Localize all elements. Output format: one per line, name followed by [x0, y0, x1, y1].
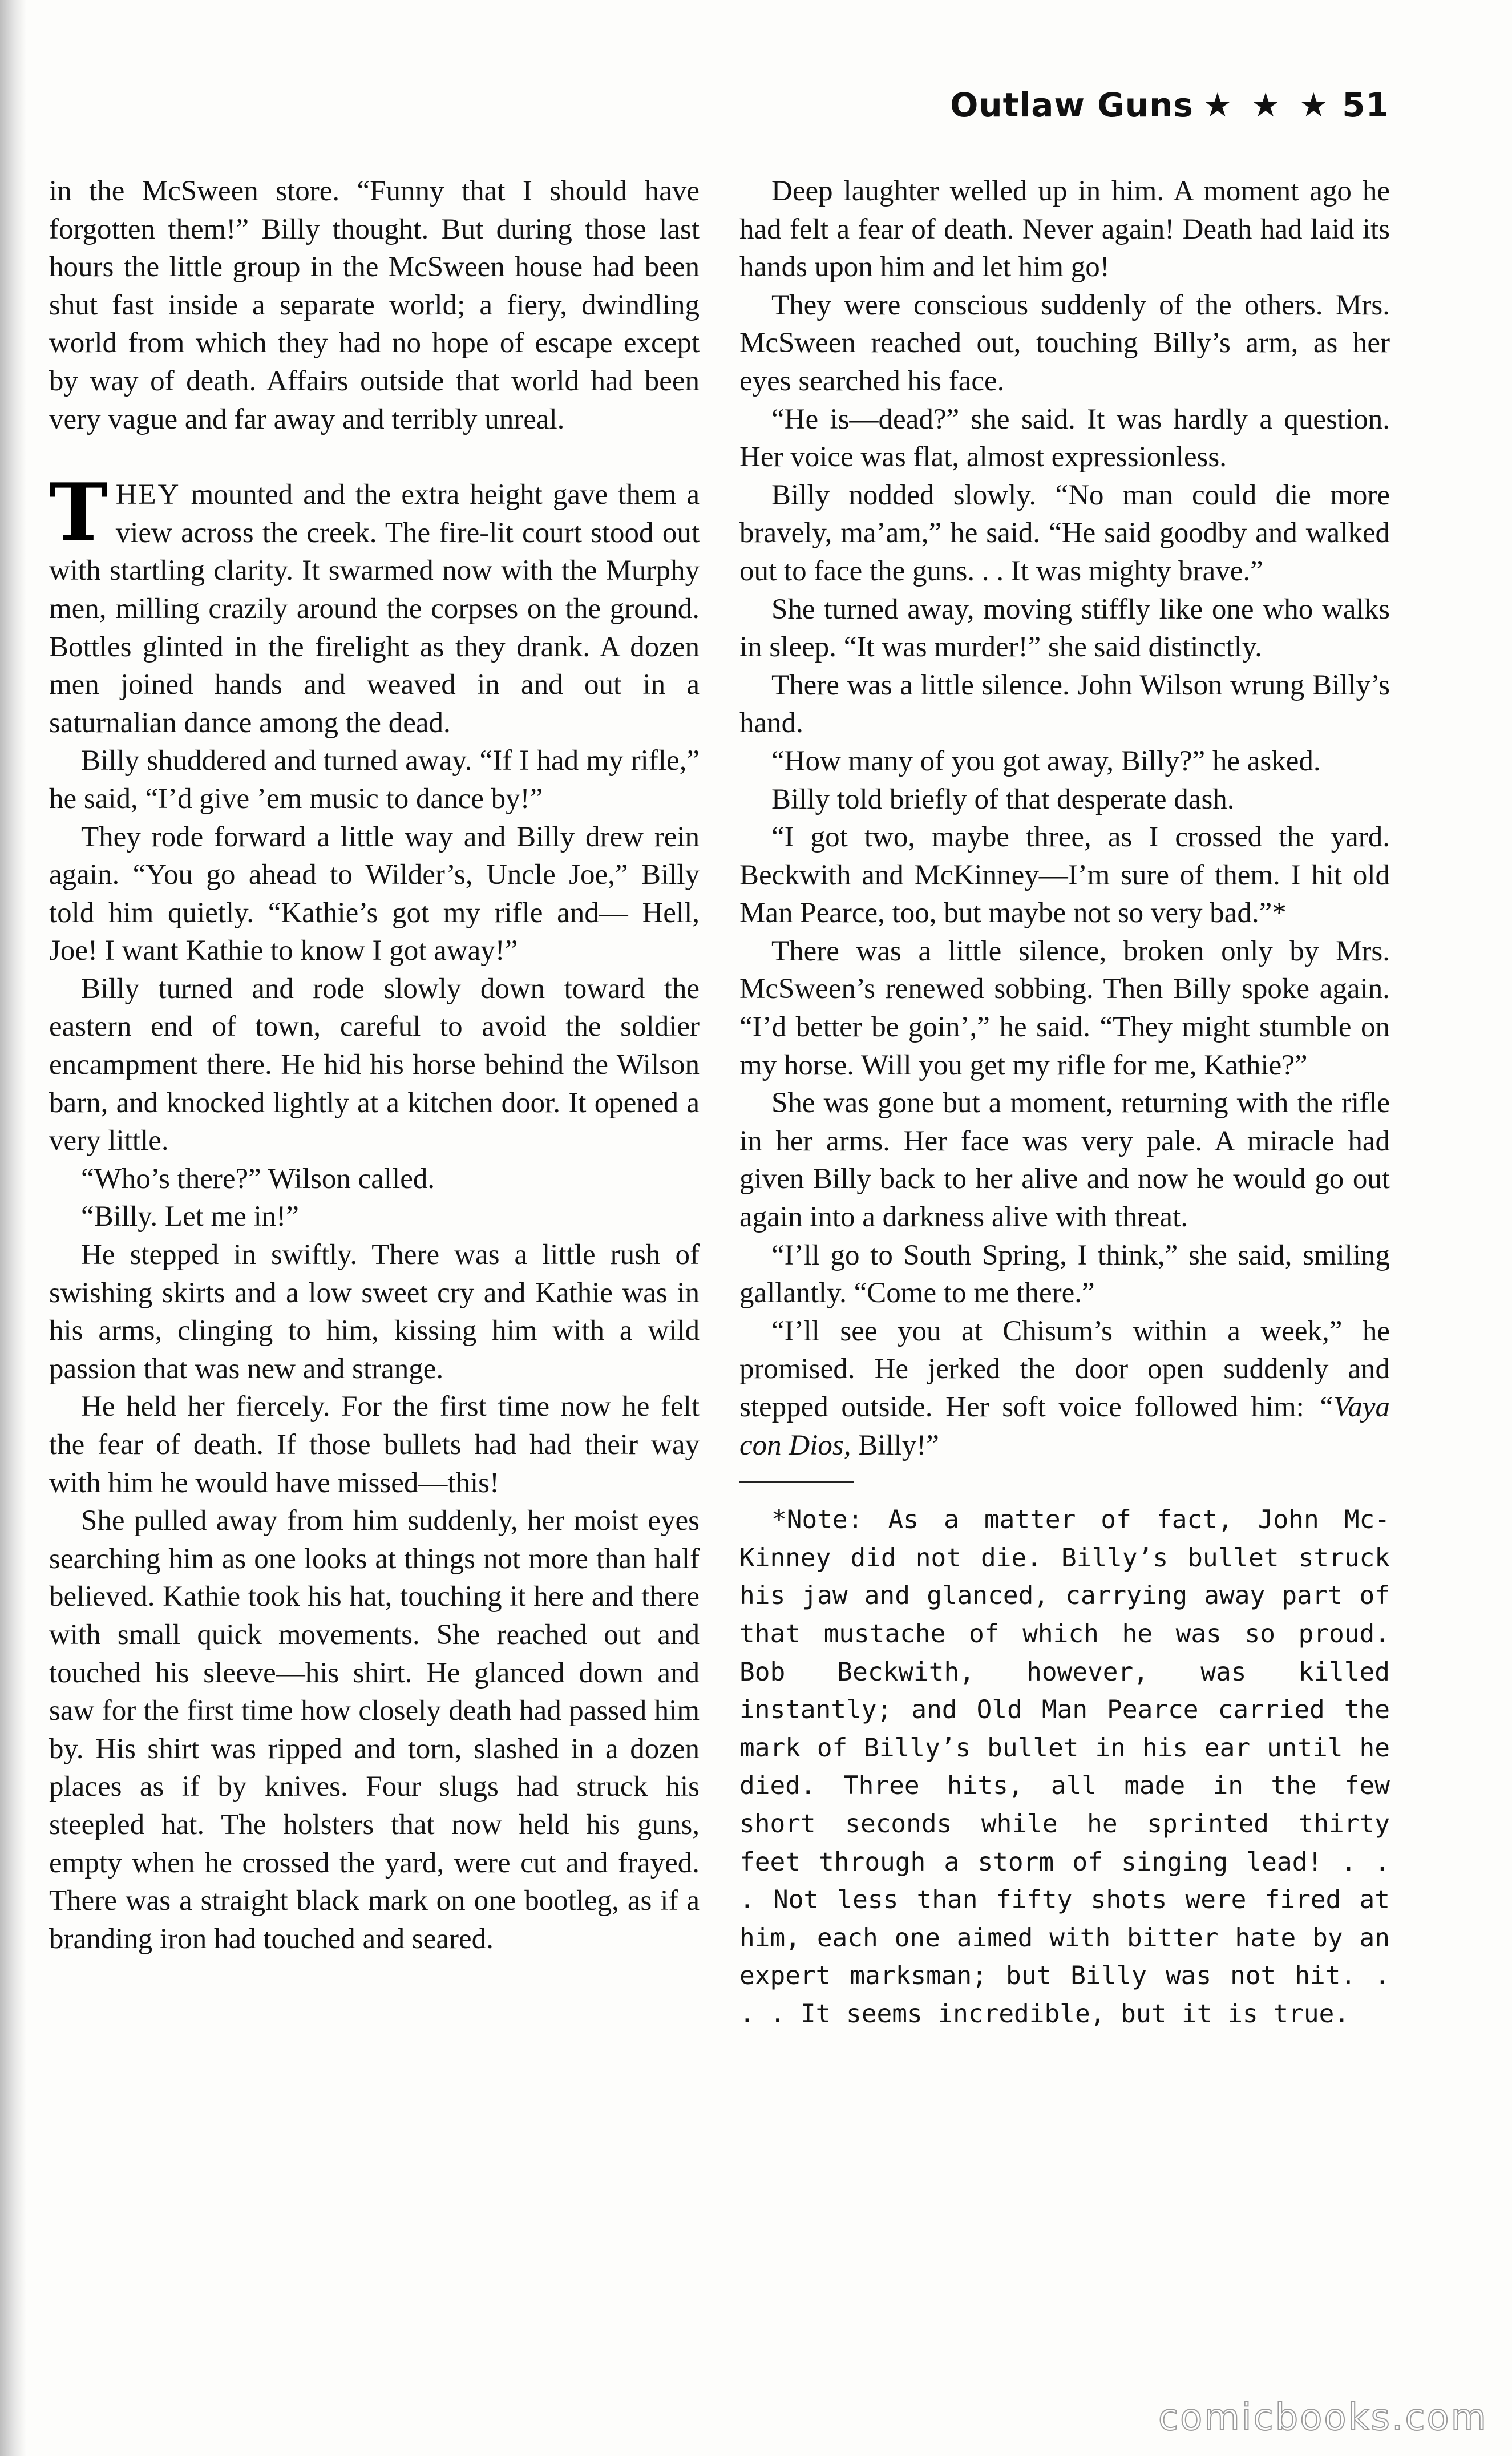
paragraph: in the McSween store. “Funny that I should have forgotten them!” Billy thought. But during those last hours the little group in the McSween house had been shut fast inside a separate world; a fiery, dwindling world from which they had no hope of escape except by way of death. Affairs outside that world had been very vague and far away and terribly unreal.: [49, 175, 700, 435]
paragraph: “I got two, maybe three, as I crossed the yard. Beckwith and McKinney—I’m sure of them. I hit old Man Pearce, too, but maybe not so very bad.”*: [739, 821, 1390, 930]
star-ornaments: ★ ★ ★: [1202, 86, 1332, 124]
paragraph: Billy shuddered and turned away. “If I had my rifle,” he said, “I’d give ’em music to dance by!”: [49, 745, 700, 815]
left-column: [49, 172, 700, 1958]
right-column: [739, 172, 1390, 2034]
paragraph: There was a little silence. John Wilson wrung Billy’s hand.: [739, 669, 1390, 740]
paragraph: Billy nodded slowly. “No man could die more bravely, ma’am,” he said. “He said goodby and walked out to face the guns. . . It was mighty brave.”: [739, 479, 1390, 587]
watermark-logo: comicbooks.com: [1158, 2397, 1488, 2439]
paragraph: They rode forward a little way and Billy drew rein again. “You go ahead to Wilder’s, Uncle Joe,” Billy told him quietly. “Kathie’s got my rifle and— Hell, Joe! I want Kathie to know I got away!”: [49, 821, 700, 967]
paragraph: They were conscious suddenly of the others. Mrs. McSween reached out, touching Billy’s arm, as her eyes searched his face.: [739, 289, 1390, 397]
paragraph: There was a little silence, broken only by Mrs. McSween’s renewed sobbing. Then Billy spoke again. “I’d better be goin’,” he said. “They might stumble on my horse. Will you get my rifle for me, Kathie?”: [739, 935, 1390, 1081]
magazine-title: Outlaw Guns: [950, 86, 1194, 124]
paragraph: “Who’s there?” Wilson called.: [81, 1162, 435, 1195]
section-opening-paragraph: [49, 466, 700, 742]
paragraph: She pulled away from him suddenly, her moist eyes searching him as one looks at things not more than half believed. Kathie took his hat, touching it here and there with small quick movements. She reached out and touched his sleeve—his shirt. He glanced down and saw for the first time how closely death had passed him by. His shirt was ripped and torn, slashed in a dozen places as if by knives. Four slugs had struck his steepled hat. The holsters that now held his guns, empty when he crossed the yard, were cut and frayed. There was a straight black mark on one bootleg, as if a branding iron had touched and seared.: [49, 1505, 700, 1955]
paragraph: Billy told briefly of that desperate dash.: [771, 783, 1235, 815]
footnote-divider: [739, 1481, 854, 1483]
closing-paragraph: [739, 1312, 1390, 1464]
page-number: 51: [1342, 86, 1389, 124]
scan-shadow-edge: [0, 0, 26, 2456]
paragraph-text: “I’ll see you at Chisum’s within a week,” he promised. He jerked the door open suddenly and stepped outside. Her soft voice followed him:: [739, 1315, 1390, 1423]
running-head: [950, 86, 1389, 124]
paragraph: He stepped in swiftly. There was a little rush of swishing skirts and a low sweet cry and Kathie was in his arms, clinging to him, kissing him with a wild passion that was new and strange.: [49, 1239, 700, 1385]
drop-cap: T: [49, 466, 108, 559]
paragraph: “He is—dead?” she said. It was hardly a question. Her voice was flat, almost expressionless.: [739, 403, 1390, 474]
paragraph: “Billy. Let me in!”: [81, 1201, 299, 1233]
paragraph: She turned away, moving stiffly like one who walks in sleep. “It was murder!” she said distinctly.: [739, 593, 1390, 664]
paragraph: He held her fiercely. For the first time now he felt the fear of death. If those bullets had had their way with him he would have missed—this!: [49, 1391, 700, 1499]
italic-farewell: “Vaya con Dios,: [739, 1391, 1390, 1461]
paragraph-text-end: Billy!”: [851, 1429, 939, 1461]
paragraph: She was gone but a moment, returning with the rifle in her arms. Her face was very pale. A miracle had given Billy back to her alive and now he would go out again into a darkness alive with threat.: [739, 1087, 1390, 1234]
paragraph: Billy turned and rode slowly down toward the eastern end of town, careful to avoid the soldier encampment there. He hid his horse behind the Wilson barn, and knocked lightly at a kitchen door. It opened a very little.: [49, 972, 700, 1157]
paragraph: “How many of you got away, Billy?” he asked.: [771, 745, 1321, 777]
paragraph: “I’ll go to South Spring, I think,” she said, smiling gallantly. “Come to me there.”: [739, 1239, 1390, 1310]
small-caps-lead: HEY: [115, 479, 181, 511]
paragraph: Deep laughter welled up in him. A moment ago he had felt a fear of death. Never again! Death had laid its hands upon him and let him go!: [739, 175, 1390, 284]
paragraph-text: mounted and the extra height gave them a view across the creek. The fire-lit court stood out with startling clarity. It swarmed now with the Murphy men, milling crazily around the corpses on the ground. Bottles glinted in the firelight as they drank. A dozen men joined hands and weaved in and out in a saturnalian dance among the dead.: [49, 479, 700, 739]
footnote: *Note: As a matter of fact, John McKinney did not die. Billy’s bullet struck his jaw and glanced, carrying away part of that mustache of which he was so proud. Bob Beckwith, however, was killed instantly; and Old Man Pearce carried the mark of Billy’s bullet in his ear until he died. Three hits, all made in the few short seconds while he sprinted thirty feet through a storm of singing lead! . . . Not less than fifty shots were fired at him, each one aimed with bitter hate by an expert marksman; but Billy was not hit. . . . It seems incredible, but it is true.: [739, 1505, 1390, 2029]
